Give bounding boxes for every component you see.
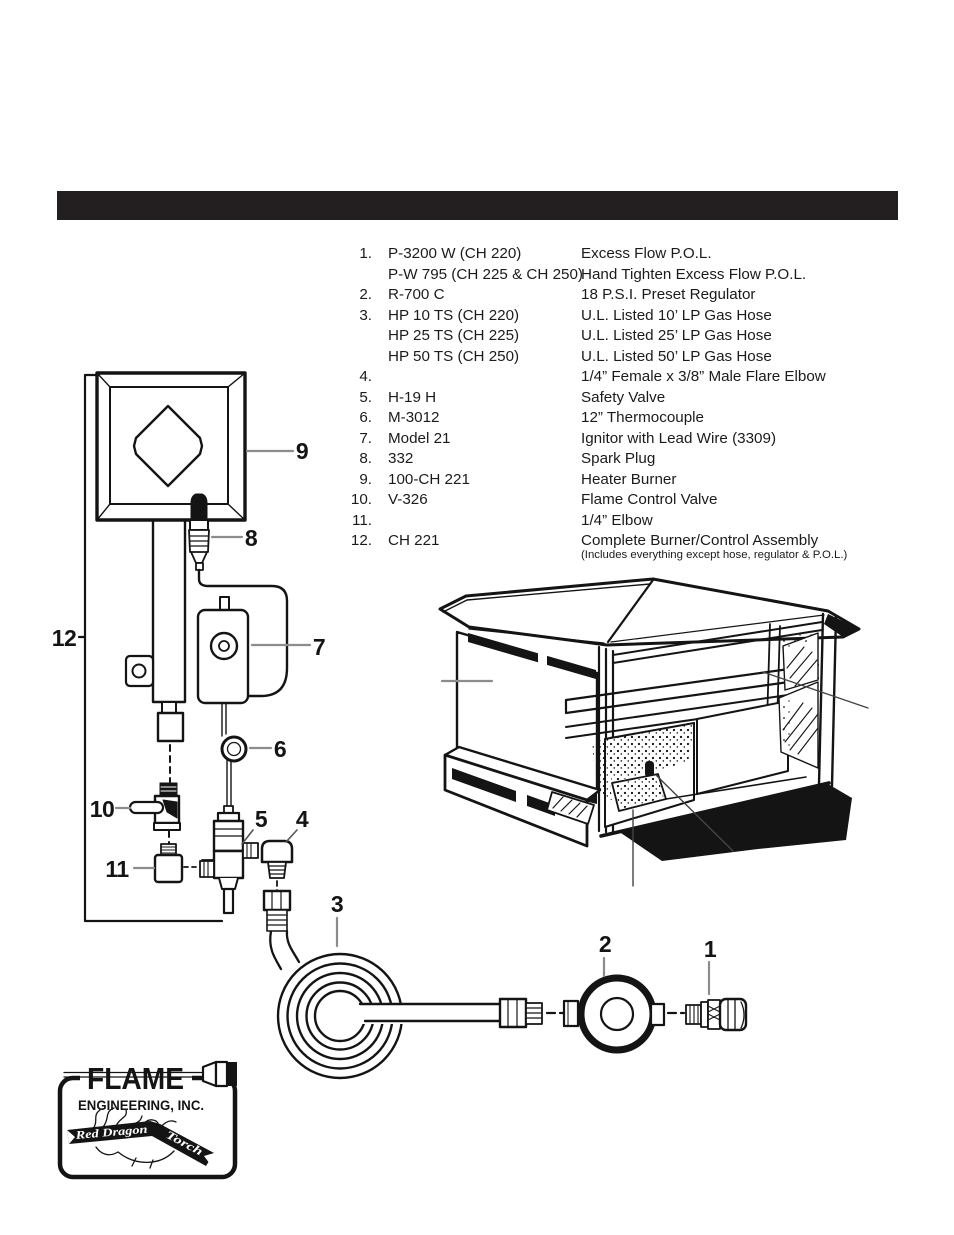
part-code-cell: P-3200 W (CH 220): [388, 245, 522, 262]
burner-tube: [126, 517, 185, 741]
part-desc-cell: U.L. Listed 10’ LP Gas Hose: [581, 307, 772, 324]
part-note-cell: (Includes everything except hose, regulator & P.O.L.): [581, 549, 848, 561]
part-code-cell: P-W 795 (CH 225 & CH 250): [388, 266, 583, 283]
part-code-cell: HP 25 TS (CH 225): [388, 327, 520, 344]
part-code-cell: M-3012: [388, 409, 440, 426]
part-number-cell: 2.: [359, 286, 372, 303]
company-logo: [60, 1060, 237, 1177]
flame-control-valve: [130, 783, 180, 830]
part-number-cell: 7.: [359, 430, 372, 447]
part-code-cell: CH 221: [388, 532, 440, 549]
banner-text-right: Torch: [163, 1129, 194, 1153]
pol-fitting: [686, 999, 746, 1030]
part-desc-cell: 1/4” Female x 3/8” Male Flare Elbow: [581, 368, 826, 385]
part-number-cell: 11.: [352, 512, 372, 529]
banner-ribbon: [67, 1121, 214, 1166]
callout-label-12: 12: [51, 625, 77, 651]
lp-gas-hose-coil: [264, 891, 542, 1078]
brand-text: FLAME: [87, 1061, 184, 1096]
part-number-cell: 10.: [350, 491, 372, 508]
part-desc-cell: Heater Burner: [581, 471, 677, 488]
part-code-cell: Model 21: [388, 430, 451, 447]
regulator: [564, 978, 664, 1050]
part-number-cell: 6.: [359, 409, 372, 426]
part-desc-cell: 18 P.S.I. Preset Regulator: [581, 286, 756, 303]
part-desc-cell: Complete Burner/Control Assembly: [581, 532, 819, 549]
part-number-cell: 9.: [359, 471, 372, 488]
part-desc-cell: Safety Valve: [581, 389, 666, 406]
valve-handle: [130, 802, 163, 813]
callout-label-8: 8: [244, 525, 258, 551]
part-desc-cell: U.L. Listed 50’ LP Gas Hose: [581, 348, 772, 365]
callout-label-7: 7: [312, 634, 326, 660]
callout-label-2: 2: [598, 931, 612, 957]
callout-label-9: 9: [295, 438, 309, 464]
heater-box-right-panels: [779, 628, 818, 768]
part-number-cell: 5.: [359, 389, 372, 406]
part-desc-cell: Flame Control Valve: [581, 491, 718, 508]
callout-label-10: 10: [89, 796, 115, 822]
part-code-cell: H-19 H: [388, 389, 437, 406]
ignitor-box: [198, 597, 248, 703]
part-code-cell: HP 10 TS (CH 220): [388, 307, 520, 324]
part-desc-cell: Hand Tighten Excess Flow P.O.L.: [581, 266, 807, 283]
burner-assembly-drawing: [79, 373, 292, 921]
part-number-cell: 3.: [359, 307, 372, 324]
part-code-cell: 100-CH 221: [388, 471, 470, 488]
callout-label-11: 11: [105, 856, 129, 882]
callout-label-3: 3: [330, 891, 344, 917]
part-number-cell: 1.: [359, 245, 372, 262]
part-desc-cell: 1/4” Elbow: [581, 512, 653, 529]
part-code-cell: 332: [388, 450, 414, 467]
part-code-cell: V-326: [388, 491, 428, 508]
part-desc-cell: Excess Flow P.O.L.: [581, 245, 712, 262]
callout-label-6: 6: [273, 736, 287, 762]
part-number-cell: 8.: [359, 450, 372, 467]
part-desc-cell: U.L. Listed 25’ LP Gas Hose: [581, 327, 772, 344]
subtitle-text: ENGINEERING, INC.: [78, 1098, 204, 1113]
part-number-cell: 12.: [350, 532, 372, 549]
callout-label-4: 4: [295, 806, 309, 832]
part-code-cell: HP 50 TS (CH 250): [388, 348, 520, 365]
heater-box-drawing: [440, 579, 868, 886]
banner-text-left: Red Dragon: [75, 1124, 134, 1142]
callout-label-1: 1: [703, 936, 717, 962]
callout-label-5: 5: [254, 806, 268, 832]
part-code-cell: R-700 C: [388, 286, 445, 303]
thermocouple: [222, 703, 246, 806]
part-desc-cell: 12” Thermocouple: [581, 409, 704, 426]
heater-burner-head: [97, 373, 245, 520]
heater-box-roof: [440, 579, 859, 645]
part-desc-cell: Spark Plug: [581, 450, 656, 467]
part-desc-cell: Ignitor with Lead Wire (3309): [581, 430, 776, 447]
part-number-cell: 4.: [359, 368, 372, 385]
flare-elbow: [262, 841, 292, 878]
